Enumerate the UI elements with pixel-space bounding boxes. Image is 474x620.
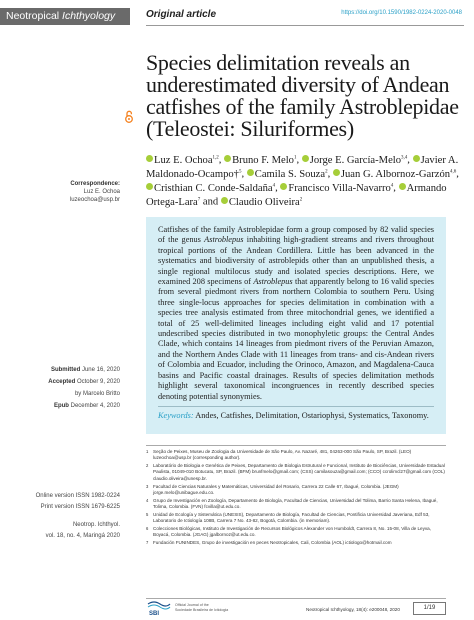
orcid-icon[interactable] — [146, 183, 153, 190]
affiliation-item — [146, 540, 446, 546]
affiliation-item — [146, 484, 446, 496]
doi-link[interactable]: https://doi.org/10.1590/1982-0224-2020-0048 — [341, 10, 462, 16]
orcid-icon[interactable] — [224, 155, 231, 162]
author-affiliation-sup: 1,2 — [212, 155, 219, 160]
orcid-icon[interactable] — [399, 183, 406, 190]
author-name: Cristhian C. Conde-Saldaña — [154, 182, 273, 194]
author-affiliation-sup: 7 — [197, 197, 201, 203]
author-name: Camila S. Souza — [254, 168, 326, 180]
journal-citation-block — [12, 520, 120, 542]
article-type: Original article — [146, 9, 217, 20]
affiliation-text: Fundación FUNINDES, Grupo de investigación en peces Neotropicales, Cali, Colombia (AOL) ictiologo@hotmail.com — [153, 540, 392, 546]
affiliation-text: Grupo de Investigación en Zoología, Departamento de Biología, Facultad de Ciencias, Universidad del Tolima, Barrio Santa Helena, Ibagué, Tolima, Colombia. (FVN) fcvilla@ut.edu.co. — [153, 497, 438, 510]
author-name: Luz E. Ochoa — [154, 154, 213, 166]
affiliation-item — [146, 449, 446, 461]
author — [146, 183, 275, 194]
affiliation-text: Facultad de Ciencias Naturales y Matemáticas, Universidad del Rosario, Carrera 22 Calle 67, Ibagué, Colombia. (JEGM) jorge.melo@unibague.edu.co. — [153, 483, 399, 495]
open-access-icon — [124, 110, 134, 123]
journal-abbrev: Neotrop. Ichthyol. — [72, 522, 120, 528]
issn-block — [12, 491, 120, 513]
journal-name-part1: Neotropical — [6, 10, 63, 22]
volume-info: vol. 18, no. 4, Maringá 2020 — [45, 533, 120, 539]
issn-print: Print version ISSN 1679-6225 — [40, 504, 120, 510]
author — [247, 169, 328, 180]
page-number: 1/19 — [413, 602, 446, 615]
keywords — [158, 411, 434, 421]
author-affiliation-sup: 2 — [325, 169, 328, 175]
affiliation-item — [146, 512, 446, 524]
author-affiliation-sup: 1 — [293, 155, 297, 160]
affiliations-list — [146, 449, 446, 548]
society-line1: Official Journal of the — [175, 603, 209, 607]
correspondence-block — [12, 180, 120, 204]
sbi-logo-icon — [146, 600, 172, 616]
orcid-icon[interactable] — [413, 155, 420, 162]
affiliation-item — [146, 498, 446, 510]
journal-name-part2: Ichthyology — [62, 10, 116, 22]
sbi-logo-text: SBI — [149, 611, 160, 616]
keywords-list: Andes, Catfishes, Delimitation, Ostariophysi, Systematics, Taxonomy. — [195, 410, 429, 420]
author — [333, 169, 456, 180]
author-name: Jorge E. García-Melo — [309, 154, 402, 166]
author — [221, 197, 302, 208]
affiliation-number: 7 — [146, 540, 149, 546]
author — [146, 155, 219, 166]
affiliation-item — [146, 463, 446, 482]
journal-badge — [0, 8, 130, 25]
keywords-divider — [158, 406, 434, 407]
epub-date: Epub December 4, 2020 — [53, 403, 120, 409]
affiliations-divider — [146, 445, 446, 446]
author — [302, 155, 408, 166]
author-affiliation-sup: 3,4 — [401, 155, 408, 160]
orcid-icon[interactable] — [247, 169, 254, 176]
author-affiliation-sup: 2 — [299, 197, 303, 203]
affiliation-text: Laboratório de Biologia e Genética de Peixes, Departamento de Biologia Estrutural e Funcional, Instituto de Biociências, Universidade Estadual Paulista, 01049-010 Botucatu, SP, Brazil. (BFM) brunfmelo@gmail.com; (CSS) camilasouza@gmail.com; (CCO) ccrolimcl27@gmail.com (COL) claudio.oliveira@unesp.br. — [153, 463, 445, 481]
submitted-date: Submitted June 16, 2020 — [50, 367, 120, 373]
author-affiliation-sup: 4,6 — [450, 169, 457, 175]
author-name: Bruno F. Melo — [232, 154, 294, 166]
dates-block — [12, 364, 120, 412]
affiliation-item — [146, 526, 446, 538]
society-text — [175, 603, 228, 612]
abstract-box — [146, 217, 446, 434]
keywords-label: Keywords: — [158, 410, 194, 420]
society-line2: Sociedade Brasileira de Ictiologia — [175, 607, 229, 612]
author-name: Javier A. Maldonado-Ocampo† — [146, 154, 459, 180]
editor: by Marcelo Britto — [74, 391, 120, 397]
affiliation-number: 6 — [146, 526, 149, 532]
issn-online: Online version ISSN 1982-0224 — [35, 493, 120, 499]
page-header — [0, 0, 474, 30]
affiliation-text: Seção de Peixes, Museu de Zoologia da Universidade de São Paulo, Av. Nazaré, 481, 04263-000 São Paulo, SP, Brazil. (LEO) luzeochoa@usp.br (corresponding author). — [153, 449, 412, 461]
affiliation-number: 4 — [146, 497, 149, 503]
correspondence-email[interactable]: luzeochoa@usp.br — [69, 197, 120, 203]
author-name: Francisco Villa-Navarro — [288, 182, 391, 194]
author-affiliation-sup: 4 — [272, 183, 276, 189]
author-affiliation-sup: 5 — [238, 169, 242, 175]
author-name: Claudio Oliveira — [228, 196, 300, 208]
author-name: Juan G. Albornoz-Garzón — [340, 168, 451, 180]
correspondence-label: Correspondence: — [70, 181, 120, 187]
affiliation-number: 3 — [146, 483, 149, 489]
abstract-text: Catfishes of the family Astroblepidae form a group composed by 82 valid species of the genus Astroblepus inhabiting high-gradient streams and rivers throughout tropical portions of the Andean Cordillera. Little has been advanced in the systematics and biodiversity of astroblepids other than an unpublished thesis, a single regional multilocus study and isolated species descriptions. Here, we examined 208 specimens of Astroblepus that apparently belong to 16 valid species from several piedmont rivers from northern Colombia to southern Peru. Using three single-locus approaches for species delimitation in combination with a species tree analysis estimated from three mitochondrial genes, we identified a total of 25 well-delimited lineages including eight valid and 17 potential undescribed species distributed in two monophyletic groups: the Central Andes Clade, which contains 14 lineages from piedmont rivers of the Peruvian Amazon, and the Northern Andes Clade with 11 lineages from trans- and cis-Andean rivers of Colombia and Ecuador, including the Orinoco, Amazon, and Magdalena-Cauca basins and Pacific coastal drainages. Results of species delimitation methods highlight several taxonomical incongruences in recently described species denoting potential synonymies. — [158, 225, 435, 401]
orcid-icon[interactable] — [146, 155, 153, 162]
accepted-date: Accepted October 9, 2020 — [48, 379, 120, 385]
author-affiliation-sup: 4 — [390, 183, 394, 189]
affiliation-number: 1 — [146, 449, 149, 454]
article-title: Species delimitation reveals an underestimated diversity of Andean catfishes of the family Astroblepidae (Teleostei: Siluriformes) — [146, 50, 459, 141]
footer-citation: Neotropical Ichthyology, 18(4): e200048, 2020 — [306, 607, 400, 612]
affiliation-number: 5 — [146, 512, 149, 518]
author-list: Luz E. Ochoa$^{1,2}$, Bruno F. Melo$^1$, Jorge E. García-Melo$^{3,4}$, Javier A. Maldonado-Ocampo†$^5$, Camila S. Souza$^2$, Juan G. Albornoz-Garzón$^{4,6}$, Cristhian C. Conde-Saldaña$^4$, Francisco Villa-Navarro$^4$, Armando Ortega-Lara$^7$ and Claudio Oliveira$^2$ — [146, 154, 459, 208]
orcid-icon[interactable] — [280, 183, 287, 190]
author — [280, 183, 393, 194]
affiliation-number: 2 — [146, 463, 149, 469]
affiliation-text: Colecciones Biológicas, Instituto de Investigación de Recursos Biológicos Alexander von Humboldt, Carrera 8, No. 15-08, Villa de Leyva, Boyacá, Colombia. (JGAG) jgalbornoz@ut.edu.co. — [153, 526, 431, 538]
orcid-icon[interactable] — [333, 169, 340, 176]
affiliation-text: Unidad de Ecología y Sistemática (UNESIS), Departamento de Biología, Facultad de Ciencias, Pontificia Universidad Javeriana, Edf 53, Laboratorio de Ictiología 108B, Carrera 7 No. 43-82, Bogotá, Colombia. (in memoriam). — [153, 512, 430, 524]
correspondence-name: Luz E. Ochoa — [83, 189, 120, 195]
orcid-icon[interactable] — [221, 197, 228, 204]
header-divider — [146, 25, 464, 26]
author — [224, 155, 296, 166]
footer-divider — [146, 598, 446, 599]
orcid-icon[interactable] — [302, 155, 309, 162]
author-name: Armando Ortega-Lara — [146, 182, 447, 208]
